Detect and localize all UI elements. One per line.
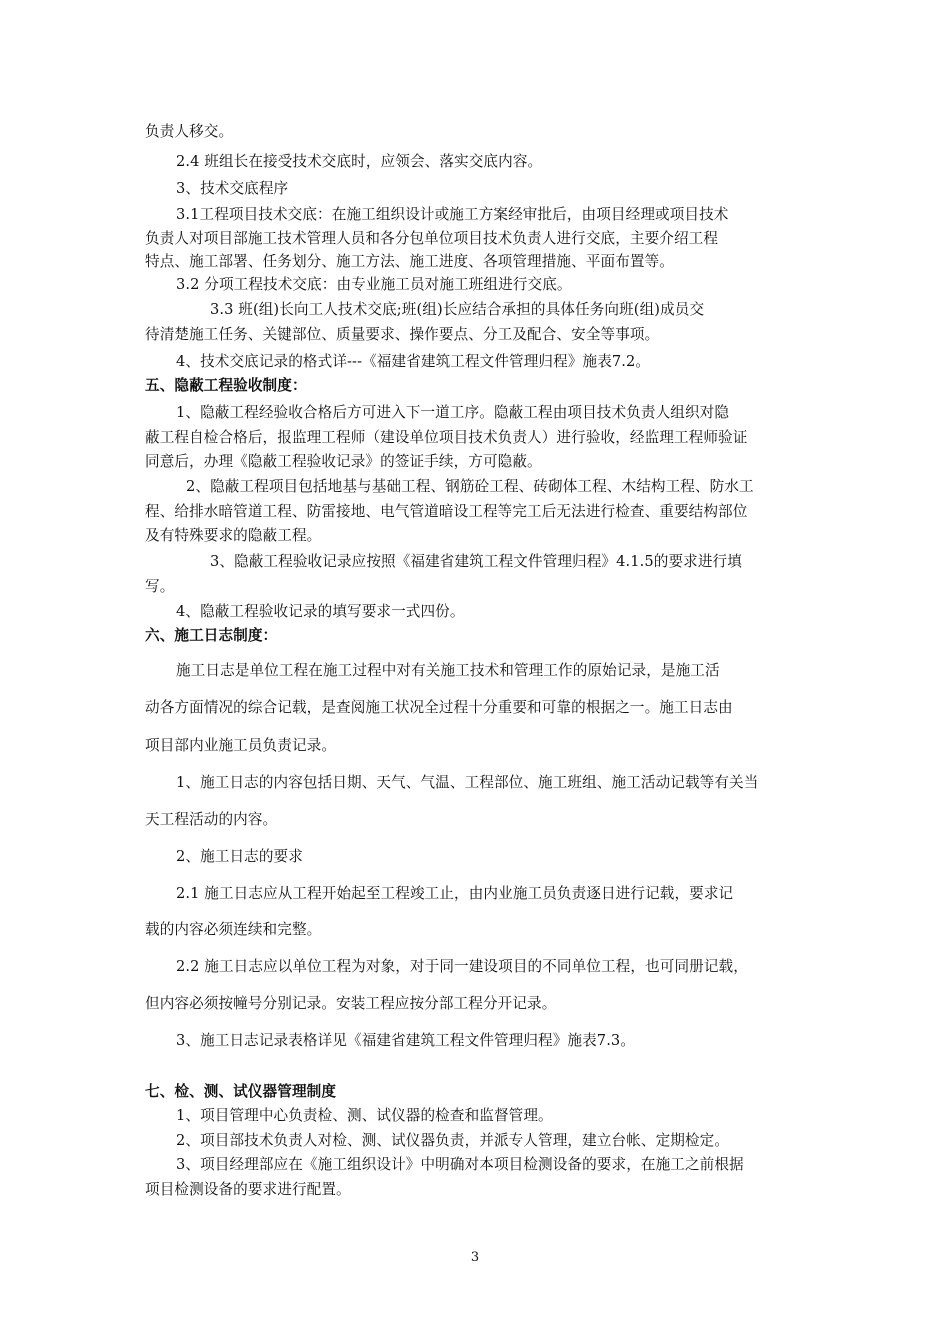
section-heading-7: 七、检、测、试仪器管理制度: [145, 1083, 337, 1100]
text-line: 2.2 施工日志应以单位工程为对象，对于同一建设项目的不同单位工程，也可同册记载，: [176, 958, 748, 975]
text-line: 3.2 分项工程技术交底：由专业施工员对施工班组进行交底。: [176, 276, 572, 293]
text-line: 蔽工程自检合格后，报监理工程师（建设单位项目技术负责人）进行验收，经监理工程师验证: [145, 429, 748, 446]
text-line: 4、技术交底记录的格式详---《福建省建筑工程文件管理归程》施表7.2。: [176, 353, 651, 370]
section-heading-5: 五、隐蔽工程验收制度：: [145, 377, 307, 394]
text-line: 3、技术交底程序: [176, 180, 289, 197]
text-line: 2、项目部技术负责人对检、测、试仪器负责，并派专人管理，建立台帐、定期检定。: [176, 1132, 730, 1149]
text-line: 负责人移交。: [145, 123, 234, 140]
text-line: 3.3 班(组)长向工人技术交底;班(组)长应结合承担的具体任务向班(组)成员交: [210, 301, 705, 318]
text-line: 项目部内业施工员负责记录。: [145, 737, 337, 754]
text-line: 1、项目管理中心负责检、测、试仪器的检查和监督管理。: [176, 1107, 553, 1124]
text-line: 2、施工日志的要求: [176, 848, 303, 865]
text-line: 3、项目经理部应在《施工组织设计》中明确对本项目检测设备的要求，在施工之前根据: [176, 1156, 744, 1173]
text-line: 但内容必须按幢号分别记录。安装工程应按分部工程分开记录。: [145, 995, 557, 1012]
text-line: 同意后，办理《隐蔽工程验收记录》的签证手续，方可隐蔽。: [145, 453, 542, 470]
text-line: 施工日志是单位工程在施工过程中对有关施工技术和管理工作的原始记录，是施工活: [176, 662, 720, 679]
text-line: 待清楚施工任务、关键部位、质量要求、操作要点、分工及配合、安全等事项。: [145, 326, 660, 343]
text-line: 项目检测设备的要求进行配置。: [145, 1181, 351, 1198]
text-line: 1、隐蔽工程经验收合格后方可进入下一道工序。隐蔽工程由项目技术负责人组织对隐: [176, 404, 730, 421]
text-line: 4、隐蔽工程验收记录的填写要求一式四份。: [176, 603, 465, 620]
text-line: 动各方面情况的综合记载，是查阅施工状况全过程十分重要和可靠的根据之一。施工日志由: [145, 699, 733, 716]
text-line: 写。: [145, 578, 175, 595]
section-heading-6: 六、施工日志制度：: [145, 627, 278, 644]
text-line: 2、隐蔽工程项目包括地基与基础工程、钢筋砼工程、砖砌体工程、木结构工程、防水工: [186, 478, 754, 495]
text-line: 3、施工日志记录表格详见《福建省建筑工程文件管理归程》施表7.3。: [176, 1032, 636, 1049]
text-line: 2.1 施工日志应从工程开始起至工程竣工止，由内业施工员负责逐日进行记载，要求记: [176, 885, 734, 902]
text-line: 载的内容必须连续和完整。: [145, 921, 322, 938]
text-line: 程、给排水暗管道工程、防雷接地、电气管道暗设工程等完工后无法进行检查、重要结构部位: [145, 503, 748, 520]
text-line: 天工程活动的内容。: [145, 811, 278, 828]
text-line: 3.1工程项目技术交底：在施工组织设计或施工方案经审批后，由项目经理或项目技术: [176, 206, 729, 223]
text-line: 1、施工日志的内容包括日期、天气、气温、工程部位、施工班组、施工活动记载等有关当: [176, 774, 759, 791]
text-line: 特点、施工部署、任务划分、施工方法、施工进度、各项管理措施、平面布置等。: [145, 253, 674, 270]
text-line: 负责人对项目部施工技术管理人员和各分包单位项目技术负责人进行交底，主要介绍工程: [145, 230, 719, 247]
text-line: 及有特殊要求的隐蔽工程。: [145, 527, 322, 544]
page-number: 3: [470, 1250, 480, 1265]
text-line: 3、隐蔽工程验收记录应按照《福建省建筑工程文件管理归程》4.1.5的要求进行填: [210, 553, 742, 570]
text-line: 2.4 班组长在接受技术交底时，应领会、落实交底内容。: [176, 153, 543, 170]
